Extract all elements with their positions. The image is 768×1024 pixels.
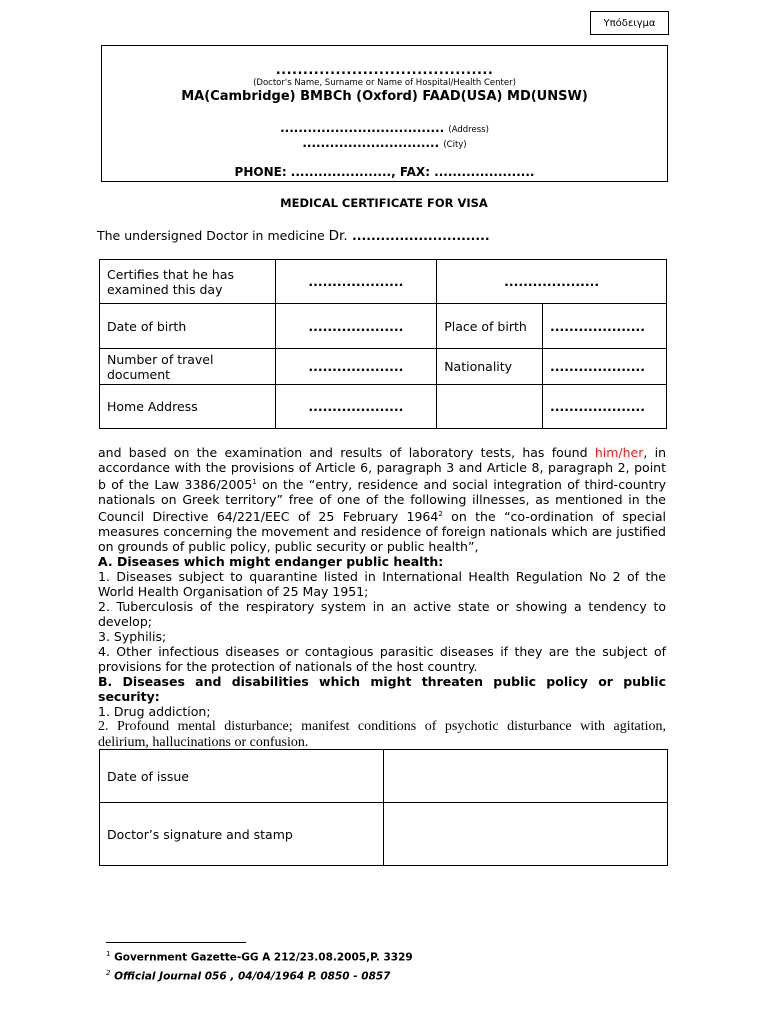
disease-item-a3: 3. Syphilis;	[98, 629, 167, 645]
place-of-birth-field: ....................	[543, 304, 667, 349]
disease-item-b1: 1. Drug addiction;	[98, 704, 211, 720]
doctor-name-placeholder: ........................................	[275, 63, 494, 78]
travel-document-field: ....................	[276, 349, 437, 385]
doctor-name-hint: (Doctor's Name, Surname or Name of Hospital/Health Center)	[253, 78, 516, 88]
patient-details-table	[99, 259, 667, 429]
footnote-ref-1: 1	[252, 478, 257, 486]
signature-field[interactable]	[383, 803, 667, 866]
doctor-qualifications: MA(Cambridge) BMBCh (Oxford) FAAD(USA) MD(UNSW)	[181, 89, 588, 104]
him-her-highlight: him/her	[594, 445, 644, 460]
doctor-header-box	[101, 45, 668, 182]
row-label-examined: Certifies that he has examined this day	[100, 260, 276, 304]
disease-item-b2: 2. Profound mental disturbance; manifest conditions of psychotic disturbance with agitation, delirium, hallucinations or confusion.	[98, 719, 666, 751]
row-label-nationality: Nationality	[437, 349, 543, 385]
signature-label: Doctor’s signature and stamp	[100, 803, 384, 866]
disease-item-a2: 2. Tuberculosis of the respiratory system in an active state or showing a tendency to develop;	[98, 599, 666, 630]
intro-doctor-placeholder: .............................	[351, 228, 490, 243]
body-text-d: on the “co-ordination of special measures concerning the movement and residence of foreign nationals which are justified on grounds of public policy, public security or public health”,	[98, 509, 667, 555]
city-line	[102, 136, 667, 150]
home-address-field-2: ....................	[543, 385, 667, 429]
footnote-divider	[106, 942, 246, 943]
footnote-ref-2: 2	[438, 510, 443, 519]
intro-line	[97, 228, 490, 244]
footnote-1	[106, 947, 413, 966]
table-row	[100, 803, 668, 866]
date-of-issue-label: Date of issue	[100, 750, 384, 803]
footnote-2-text: Official Journal 056 , 04/04/1964 P. 0850 - 0857	[114, 970, 391, 982]
row-label-travel-document: Number of travel document	[100, 349, 276, 385]
footnote-1-number: 1	[106, 950, 111, 958]
body-text-b: , in accordance with the provisions of Article 6, paragraph 3 and Article 8, paragraph 2, point b of the Law 3386/2005	[98, 445, 667, 493]
footnote-1-text: Government Gazette-GG A 212/23.08.2005,P. 3329	[114, 951, 413, 964]
disease-item-a4: 4. Other infectious diseases or contagious parasitic diseases if they are the subject of provisions for the protection of nationals of the host country.	[98, 644, 666, 675]
intro-text: The undersigned Doctor in medicine	[97, 228, 329, 243]
body-paragraph	[98, 445, 666, 554]
section-b-heading: B. Diseases and disabilities which might threaten public policy or public security:	[98, 674, 666, 705]
address-placeholder: ....................................	[280, 121, 445, 135]
table-row	[100, 260, 667, 304]
examined-field-2: ....................	[437, 260, 667, 304]
nationality-field: ....................	[543, 349, 667, 385]
row-label-home-address: Home Address	[100, 385, 276, 429]
home-address-field: ....................	[276, 385, 437, 429]
section-a-heading: A. Diseases which might endanger public health:	[98, 554, 444, 570]
row-label-place-of-birth: Place of birth	[437, 304, 543, 349]
city-label: (City)	[443, 140, 467, 150]
certificate-body	[98, 445, 666, 751]
address-label: (Address)	[448, 125, 489, 135]
intro-dr: Dr.	[328, 228, 352, 244]
empty-cell	[437, 385, 543, 429]
table-row	[100, 750, 668, 803]
body-text-a: and based on the examination and results of laboratory tests, has found	[98, 445, 595, 460]
footnotes	[106, 947, 413, 984]
date-of-birth-field: ....................	[276, 304, 437, 349]
phone-fax-line: PHONE: ......................, FAX: ......................	[234, 165, 535, 179]
table-row	[100, 304, 667, 349]
table-row	[100, 385, 667, 429]
document-title: MEDICAL CERTIFICATE FOR VISA	[280, 196, 488, 210]
date-of-issue-field[interactable]	[383, 750, 667, 803]
signature-table	[99, 749, 668, 866]
table-row	[100, 349, 667, 385]
footnote-2	[106, 966, 413, 985]
city-placeholder: ..............................	[302, 136, 440, 150]
template-badge: Υπόδειγμα	[590, 11, 669, 35]
address-line	[102, 121, 667, 135]
footnote-2-number: 2	[106, 968, 111, 977]
disease-item-a1: 1. Diseases subject to quarantine listed in International Health Regulation No 2 of the World Health Organisation of 25 May 1951;	[98, 569, 666, 600]
examined-field: ....................	[276, 260, 437, 304]
row-label-date-of-birth: Date of birth	[100, 304, 276, 349]
body-text-c: on the “entry, residence and social integration of third-country nationals on Greek territory” free of one of the following illnesses, as mentioned in the Council Directive 64/221/EEC of 25 February 1964	[98, 477, 666, 525]
